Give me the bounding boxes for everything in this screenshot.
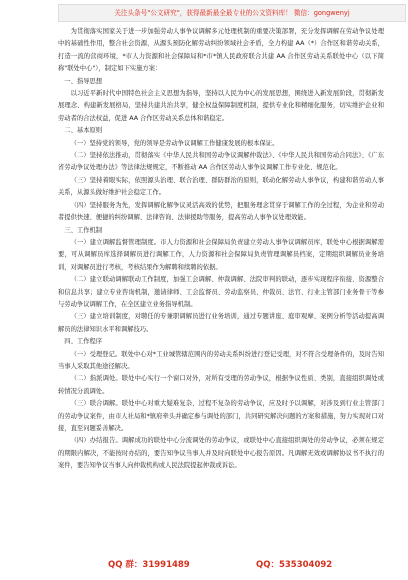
header-banner: 关注头条号"公文研究"，获得最新最全最专业的公文资料库！ 微信：gongwenyj — [58, 4, 406, 22]
section-heading: 二、基本原则 — [64, 127, 103, 135]
body-paragraph: （二）坚持依法推动，贯彻落实《中华人民共和国劳动争议调解仲裁法》、《中华人民共和国劳动合同法》、《广东省劳动争议处理办法》等法律法规规定，不断推动 AA 合作区劳动人事争议调解工作专业化、规范化。 — [58, 152, 384, 172]
body-paragraph: （四）坚持服务为先，发挥调解化解争议灵活高效的优势，把服务理念贯穿于调解工作的全过程，为企业和劳动者提供快速、便捷的纠纷调解、法律咨询、法律援助等服务，提高劳动人事争议处理效能。 — [58, 201, 384, 222]
qq-number-text: QQ：535304092 — [256, 560, 333, 570]
intro-paragraph: 为贯彻落实国家关于进一步加强劳动人事争议调解多元处理机制的重要决策部署，充分发挥调解在劳动争议处理中的基础性作用，整合社会资源，从源头预防化解劳动纠纷领域社会矛盾，全力构建 AA（*）合作区和谐劳动关系，打造一流的营商环境，*市人力资源和社会保障局和*市*镇人民政府联合共建 AA 合作区劳动关系联处中心（以下简称"联处中心"），制定如下实施方案： — [58, 28, 384, 73]
body-paragraph: （三）坚持着眼实际，依照源头治理、联合治理、群防群治的原则，联动化解劳动人事争议，构建和谐劳动人事关系，从源头做好维护社会稳定工作。 — [58, 176, 384, 197]
body-paragraph: （三）联合调解。联处中心对重大疑难复杂、过程不复杂的劳动争议，应及时予以调解，对涉及到行业主管部门的劳动争议案件，由市人社局和*镇府牵头并确定参与调处的部门，共同研究解决问题的方案和措施，努力实现对口对接，直至问题妥善解决。 — [58, 400, 384, 432]
body-paragraph: （二）建立联动调解联动工作制度，加强工会调解、仲裁调解、法院审判的联动，逐步实现程序衔接、资源整合和信息共享；建立专业咨询机制，邀请律师、工会监督员、劳动监察员、仲裁员、法官、行业主管部门业务骨干等参与劳动争议调解工作，在全区建立业务指导机制。 — [58, 276, 384, 308]
body-paragraph: （一）坚持党的领导，党的领导是劳动争议调解工作健康发展的根本保证。 — [70, 139, 279, 147]
body-paragraph: （一）建立调解监督管理制度。市人力资源和社会保障局负责建立劳动人事争议调解员库，联处中心根据调解需要，可从调解员库选择调解员进行调解工作，人力资源和社会保障局负责管理调解员档案，定期组织调解员业务培训，对调解员进行考核，考核结果作为解聘和续聘的依据。 — [58, 238, 384, 271]
section-heading: 一、指导思想 — [64, 77, 103, 85]
body-paragraph: （一）受理登记。联处中心对*工业城管辖范围内的劳动关系纠纷进行登记受理，对不符合受理条件的，及时告知当事人采取其他途径解决。 — [58, 350, 384, 370]
qq-group-text: QQ 群：31991489 — [108, 560, 190, 570]
section-heading: 三、工作机制 — [64, 226, 103, 234]
section-heading: 四、工作程序 — [64, 338, 103, 346]
body-paragraph: （二）指派调处。联处中心实行一个窗口对外，对所有受理的劳动争议，根据争议性质、类别，直接组织调处或转情况分流调处。 — [58, 375, 384, 395]
document-body — [58, 26, 384, 540]
body-paragraph: （三）建立培训制度，对聘任的专兼职调解员进行业务培训，通过专题讲座、庭审观摩、案例分析等活动提高调解员的法律知识水平和调解技巧。 — [58, 313, 384, 333]
body-paragraph: 以习近平新时代中国特色社会主义思想为指导，坚持以人民为中心的发展思想，围绕进入新发展阶段，贯彻新发展理念、构建新发展格局，坚持共建共治共享，健全权益保障制度机制，提供专业化和精细化服务，切实维护企业和劳动者的合法权益，促进 AA 合作区劳动关系总体和谐稳定。 — [58, 90, 384, 122]
body-paragraph: （四）办结报告。调解成功的联处中心分流调处的劳动争议，或联处中心直接组织调处的劳动争议，必须在规定的期限内解决，不能按时办结的，要告知争议当事人并及时向联处中心报告原因。凡调解无效或调解协议书不执行的案件，要告知争议当事人向仲裁机构或人民法院提起仲裁或诉讼。 — [58, 437, 384, 470]
footer-contact — [0, 558, 408, 572]
